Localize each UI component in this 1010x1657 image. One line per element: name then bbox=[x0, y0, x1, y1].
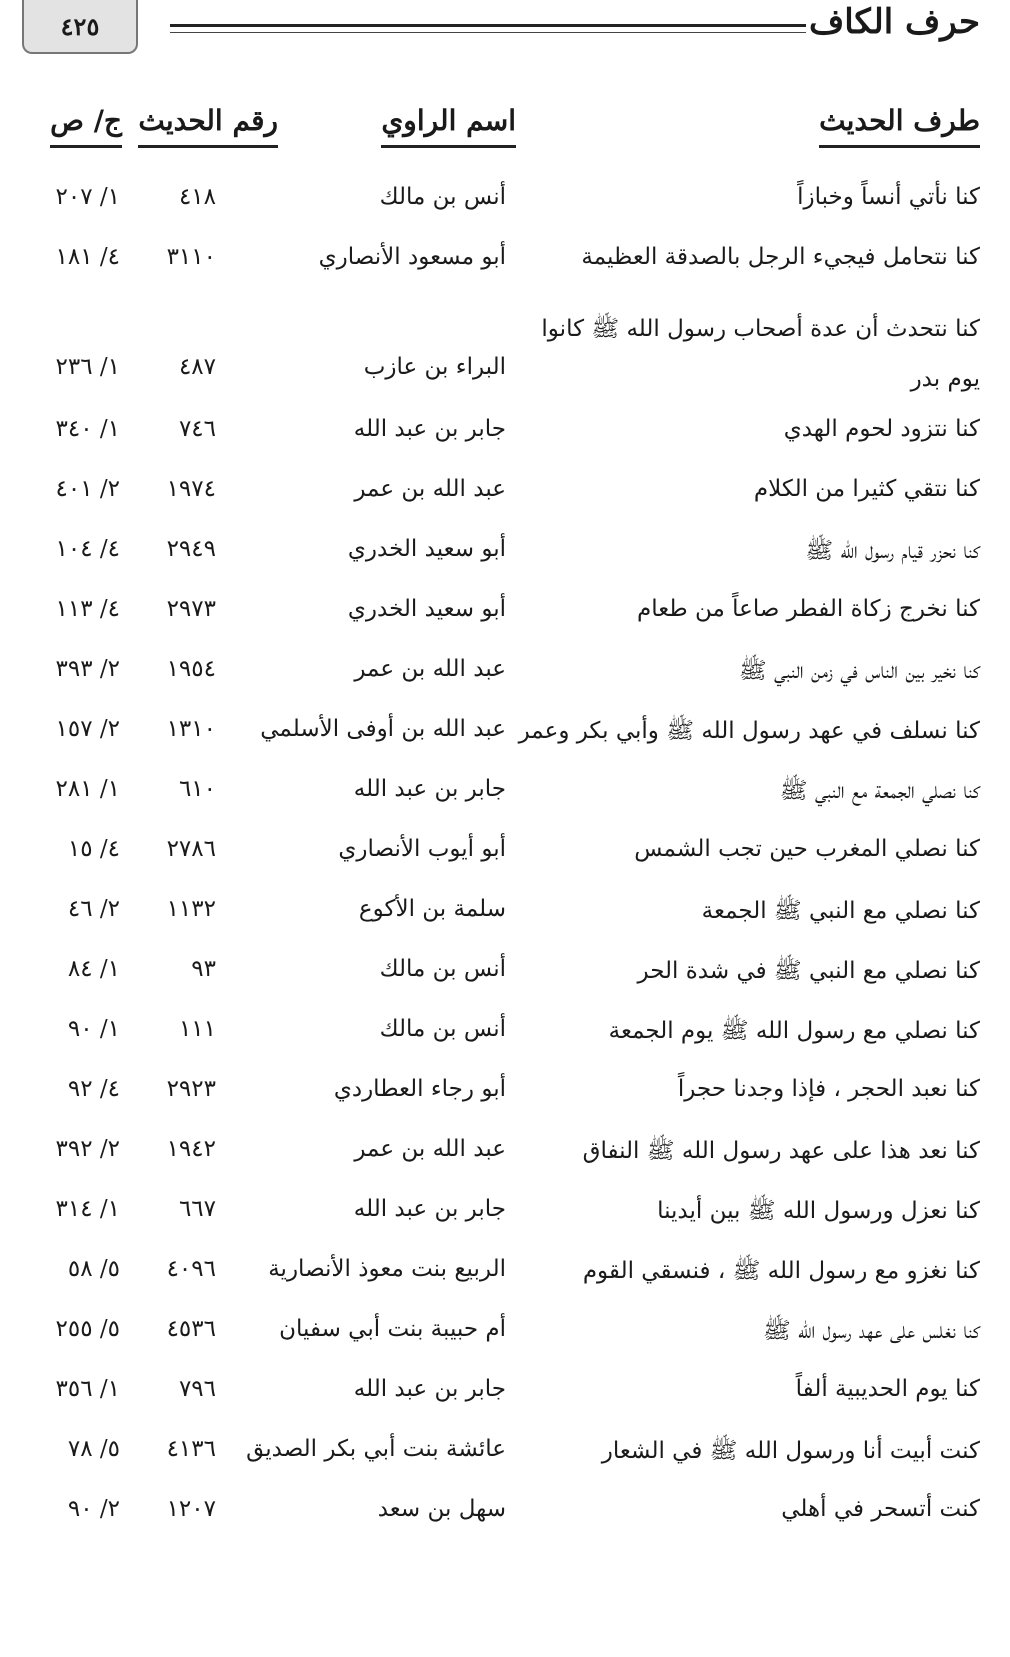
hadith-text-cell: كنا نصلي المغرب حين تجب الشمس bbox=[634, 836, 980, 862]
narrator-cell: أنس بن مالك bbox=[379, 956, 506, 982]
hadith-number-cell: ٤٠٩٦ bbox=[166, 1256, 216, 1282]
hadith-text-cell: كنا نتزود لحوم الهدي bbox=[783, 416, 980, 442]
volume-page-cell: ٤/ ١٥ bbox=[67, 836, 120, 862]
table-row bbox=[0, 1006, 1010, 1066]
hadith-number-cell: ١٩٧٤ bbox=[166, 476, 216, 502]
narrator-cell: أبو رجاء العطاردي bbox=[333, 1076, 506, 1102]
narrator-cell: أم حبيبة بنت أبي سفيان bbox=[279, 1316, 506, 1342]
hadith-number-cell: ٦٦٧ bbox=[178, 1196, 216, 1222]
table-row bbox=[0, 234, 1010, 294]
hadith-number-cell: ٧٩٦ bbox=[178, 1376, 216, 1402]
volume-page-cell: ١/ ٨٤ bbox=[67, 956, 120, 982]
table-row bbox=[0, 826, 1010, 886]
table-row bbox=[0, 1486, 1010, 1546]
narrator-cell: جابر بن عبد الله bbox=[353, 776, 506, 802]
hadith-text-cell: كنا نحزر قيام رسول الله ﷺ bbox=[805, 538, 980, 564]
hadith-text-cell: كنا نعد هذا على عهد رسول الله ﷺ النفاق bbox=[582, 1138, 980, 1164]
volume-page-cell: ٢/ ٤٦ bbox=[67, 896, 120, 922]
narrator-cell: جابر بن عبد الله bbox=[353, 1376, 506, 1402]
hadith-text-cell: كنا نأتي أنساً وخبازاً bbox=[797, 184, 980, 210]
volume-page-cell: ٢/ ٣٩٢ bbox=[55, 1136, 120, 1162]
hadith-text-cell: كنت أبيت أنا ورسول الله ﷺ في الشعار bbox=[601, 1438, 980, 1464]
hadith-number-cell: ٣١١٠ bbox=[166, 244, 216, 270]
narrator-cell: جابر بن عبد الله bbox=[353, 1196, 506, 1222]
hadith-number-cell: ٤٨٧ bbox=[178, 354, 216, 380]
hadith-number-cell: ٦١٠ bbox=[178, 776, 216, 802]
hadith-text-cell: كنا نغزو مع رسول الله ﷺ ، فنسقي القوم bbox=[582, 1258, 980, 1284]
table-row bbox=[0, 706, 1010, 766]
table-row bbox=[0, 294, 1010, 406]
table-row bbox=[0, 1066, 1010, 1126]
table-row bbox=[0, 586, 1010, 646]
narrator-cell: أبو سعيد الخدري bbox=[347, 536, 506, 562]
hadith-number-cell: ١١١ bbox=[178, 1016, 216, 1042]
hadith-text-cell: كنا نتحامل فيجيء الرجل بالصدقة العظيمة bbox=[581, 244, 980, 270]
hadith-number-cell: ٤١٨ bbox=[178, 184, 216, 210]
hadith-text-cell: كنا نتقي كثيرا من الكلام bbox=[753, 476, 980, 502]
table-row bbox=[0, 946, 1010, 1006]
hadith-number-cell: ١١٣٢ bbox=[166, 896, 216, 922]
narrator-cell: الربيع بنت معوذ الأنصارية bbox=[268, 1256, 506, 1282]
hadith-text-cell: كنا نصلي الجمعة مع النبي ﷺ bbox=[779, 778, 980, 804]
table-header bbox=[0, 104, 1010, 160]
volume-page-cell: ٢/ ٩٠ bbox=[67, 1496, 120, 1522]
narrator-cell: عبد الله بن عمر bbox=[354, 476, 506, 502]
volume-page-cell: ٤/ ٩٢ bbox=[67, 1076, 120, 1102]
hadith-number-cell: ٤٥٣٦ bbox=[166, 1316, 216, 1342]
hadith-text-cell: كنا نخرج زكاة الفطر صاعاً من طعام bbox=[636, 596, 980, 622]
narrator-cell: عبد الله بن أوفى الأسلمي bbox=[260, 716, 506, 742]
hadith-number-cell: ٢٧٨٦ bbox=[166, 836, 216, 862]
hadith-number-cell: ٢٩٢٣ bbox=[166, 1076, 216, 1102]
narrator-cell: عبد الله بن عمر bbox=[354, 656, 506, 682]
table-row bbox=[0, 406, 1010, 466]
header-rule-thick bbox=[170, 24, 806, 27]
column-header-narrator: اسم الراوي bbox=[381, 104, 516, 148]
volume-page-cell: ١/ ٢٣٦ bbox=[55, 354, 120, 380]
column-header-volume-page: ج/ ص bbox=[50, 104, 122, 148]
hadith-text-cell: كنا نعبد الحجر ، فإذا وجدنا حجراً bbox=[677, 1076, 980, 1102]
hadith-text-cell: كنا يوم الحديبية ألفاً bbox=[795, 1376, 980, 1402]
volume-page-cell: ٢/ ١٥٧ bbox=[55, 716, 120, 742]
narrator-cell: عبد الله بن عمر bbox=[354, 1136, 506, 1162]
hadith-index-table bbox=[0, 174, 1010, 1546]
hadith-number-cell: ٧٤٦ bbox=[178, 416, 216, 442]
table-row bbox=[0, 1186, 1010, 1246]
hadith-text-cell: كنا نتحدث أن عدة أصحاب رسول الله ﷺ كانوا يوم بدر bbox=[541, 316, 980, 392]
hadith-number-cell: ١٣١٠ bbox=[166, 716, 216, 742]
table-row bbox=[0, 526, 1010, 586]
narrator-cell: سهل بن سعد bbox=[377, 1496, 506, 1522]
hadith-text-cell: كنا نصلي مع النبي ﷺ في شدة الحر bbox=[637, 958, 980, 984]
narrator-cell: عائشة بنت أبي بكر الصديق bbox=[246, 1436, 506, 1462]
table-row bbox=[0, 646, 1010, 706]
volume-page-cell: ٢/ ٣٩٣ bbox=[55, 656, 120, 682]
hadith-number-cell: ١٢٠٧ bbox=[166, 1496, 216, 1522]
hadith-number-cell: ٢٩٧٣ bbox=[166, 596, 216, 622]
volume-page-cell: ٥/ ٥٨ bbox=[67, 1256, 120, 1282]
table-row bbox=[0, 1126, 1010, 1186]
hadith-number-cell: ١٩٤٢ bbox=[166, 1136, 216, 1162]
hadith-number-cell: ٢٩٤٩ bbox=[166, 536, 216, 562]
hadith-text-cell: كنا نصلي مع رسول الله ﷺ يوم الجمعة bbox=[608, 1018, 980, 1044]
narrator-cell: سلمة بن الأكوع bbox=[358, 896, 506, 922]
hadith-number-cell: ١٩٥٤ bbox=[166, 656, 216, 682]
volume-page-cell: ١/ ٢٠٧ bbox=[55, 184, 120, 210]
narrator-cell: أبو أيوب الأنصاري bbox=[338, 836, 506, 862]
volume-page-cell: ١/ ٣١٤ bbox=[55, 1196, 120, 1222]
column-header-hadith-number: رقم الحديث bbox=[138, 104, 278, 148]
volume-page-cell: ٤/ ١١٣ bbox=[55, 596, 120, 622]
volume-page-cell: ٤/ ١٠٤ bbox=[55, 536, 120, 562]
header-rule-thin bbox=[170, 32, 806, 33]
hadith-text-cell: كنا نصلي مع النبي ﷺ الجمعة bbox=[701, 898, 980, 924]
narrator-cell: أبو مسعود الأنصاري bbox=[318, 244, 506, 270]
hadith-text-cell: كنت أتسحر في أهلي bbox=[781, 1496, 980, 1522]
table-row bbox=[0, 1426, 1010, 1486]
volume-page-cell: ٢/ ٤٠١ bbox=[55, 476, 120, 502]
table-row bbox=[0, 886, 1010, 946]
narrator-cell: أنس بن مالك bbox=[379, 184, 506, 210]
narrator-cell: أبو سعيد الخدري bbox=[347, 596, 506, 622]
volume-page-cell: ١/ ٢٨١ bbox=[55, 776, 120, 802]
header-rule bbox=[170, 24, 806, 33]
table-row bbox=[0, 766, 1010, 826]
table-row bbox=[0, 1366, 1010, 1426]
hadith-number-cell: ٤١٣٦ bbox=[166, 1436, 216, 1462]
hadith-text-cell: كنا نخير بين الناس في زمن النبي ﷺ bbox=[738, 658, 980, 684]
section-title: حرف الكاف bbox=[808, 2, 980, 42]
hadith-text-cell: كنا نغلس على عهد رسول الله ﷺ bbox=[762, 1318, 980, 1344]
volume-page-cell: ٥/ ٢٥٥ bbox=[55, 1316, 120, 1342]
column-header-hadith-text: طرف الحديث bbox=[819, 104, 980, 148]
narrator-cell: البراء بن عازب bbox=[363, 354, 506, 380]
narrator-cell: جابر بن عبد الله bbox=[353, 416, 506, 442]
volume-page-cell: ٥/ ٧٨ bbox=[67, 1436, 120, 1462]
volume-page-cell: ١/ ٩٠ bbox=[67, 1016, 120, 1042]
table-row bbox=[0, 174, 1010, 234]
narrator-cell: أنس بن مالك bbox=[379, 1016, 506, 1042]
volume-page-cell: ١/ ٣٤٠ bbox=[55, 416, 120, 442]
hadith-number-cell: ٩٣ bbox=[191, 956, 216, 982]
volume-page-cell: ٤/ ١٨١ bbox=[55, 244, 120, 270]
table-row bbox=[0, 1246, 1010, 1306]
hadith-text-cell: كنا نسلف في عهد رسول الله ﷺ وأبي بكر وعمر bbox=[518, 718, 980, 744]
hadith-text-cell: كنا نعزل ورسول الله ﷺ بين أيدينا bbox=[657, 1198, 980, 1224]
volume-page-cell: ١/ ٣٥٦ bbox=[55, 1376, 120, 1402]
table-row bbox=[0, 466, 1010, 526]
table-row bbox=[0, 1306, 1010, 1366]
page-number: ٤٢٥ bbox=[22, 0, 138, 54]
